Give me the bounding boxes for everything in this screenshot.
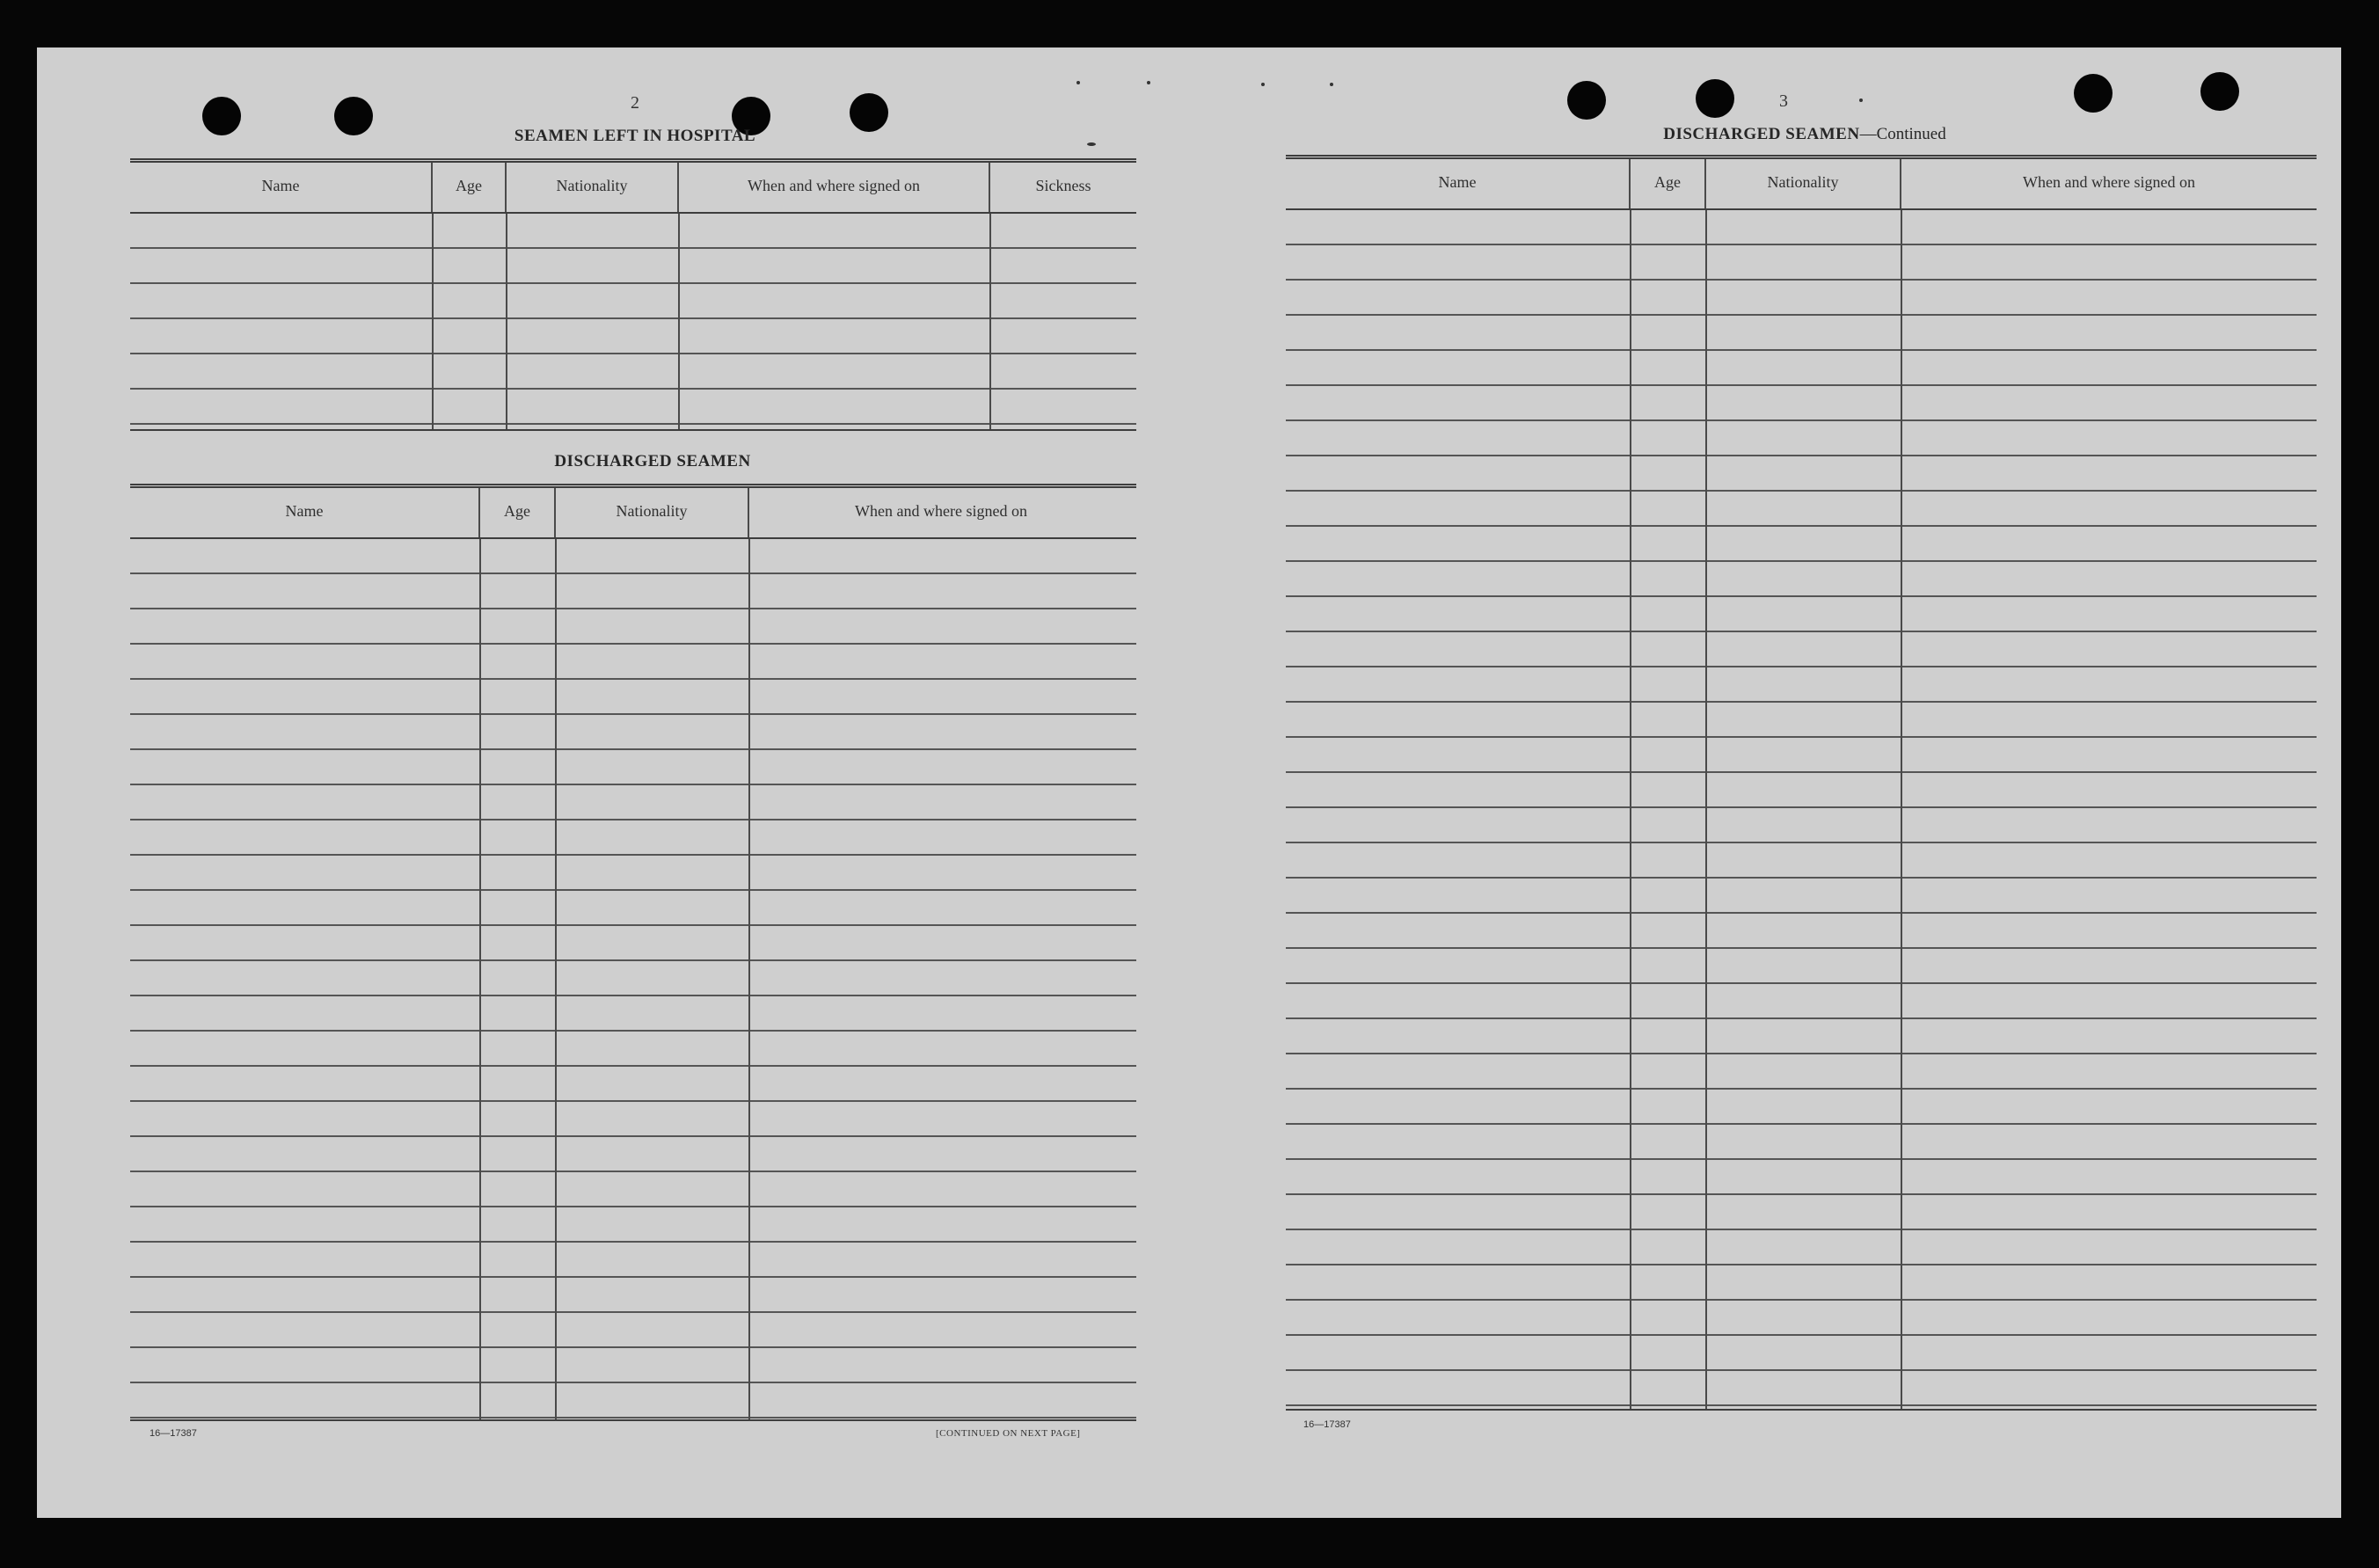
column-divider [1901,210,1902,1409]
column-divider [989,214,991,429]
punch-hole [2200,72,2239,111]
discharged-section-title: DISCHARGED SEAMEN [554,452,751,470]
discharged-table-header [130,488,1136,539]
ledger-sheet [37,47,2341,1518]
discharged-continued-table [1286,155,2317,1411]
column-divider [1630,210,1631,1409]
right-page-number: 3 [1779,91,1788,111]
punch-hole [334,97,373,135]
discharged-table-rows [130,539,1136,1419]
punch-hole [2074,74,2113,113]
header-name: Name [130,163,433,212]
right-form-code: 16—17387 [1303,1419,1351,1430]
discharged-table [130,484,1136,1421]
header-age: Age [433,163,507,212]
left-page-number: 2 [631,93,639,113]
ink-speck [1261,83,1265,86]
column-divider [678,214,680,429]
header-signed-on: When and where signed on [679,163,990,212]
column-divider [1705,210,1707,1409]
hospital-table-rows [130,214,1136,429]
header-nationality: Nationality [1706,159,1901,208]
header-nationality: Nationality [556,488,749,537]
header-age: Age [480,488,556,537]
ink-speck [1087,142,1096,146]
discharged-continued-suffix: —Continued [1859,125,1946,143]
column-divider [479,539,481,1419]
header-name: Name [130,488,480,537]
left-form-code: 16—17387 [150,1428,197,1439]
hospital-table [130,158,1136,431]
header-sickness: Sickness [1035,177,1091,194]
continued-note: [CONTINUED ON NEXT PAGE] [936,1428,1081,1439]
header-name: Name [1286,159,1631,208]
header-age: Age [1631,159,1706,208]
discharged-continued-table-header [1286,159,2317,210]
ink-speck [1330,83,1333,86]
hospital-table-header [130,163,1136,214]
hospital-section-title: SEAMEN LEFT IN HOSPITAL [514,127,756,145]
discharged-continued-table-rows [1286,210,2317,1409]
punch-hole [1567,81,1606,120]
ink-speck [1147,81,1150,84]
discharged-continued-title-main: DISCHARGED SEAMEN [1663,125,1860,143]
column-divider [432,214,434,429]
header-signed-on: When and where signed on [2023,173,2195,191]
column-divider [748,539,750,1419]
column-divider [506,214,507,429]
header-signed-on: When and where signed on [855,502,1027,520]
column-divider [555,539,557,1419]
discharged-continued-title [1497,125,2113,144]
punch-hole [202,97,241,135]
ink-speck [1076,81,1080,84]
header-nationality: Nationality [507,163,679,212]
